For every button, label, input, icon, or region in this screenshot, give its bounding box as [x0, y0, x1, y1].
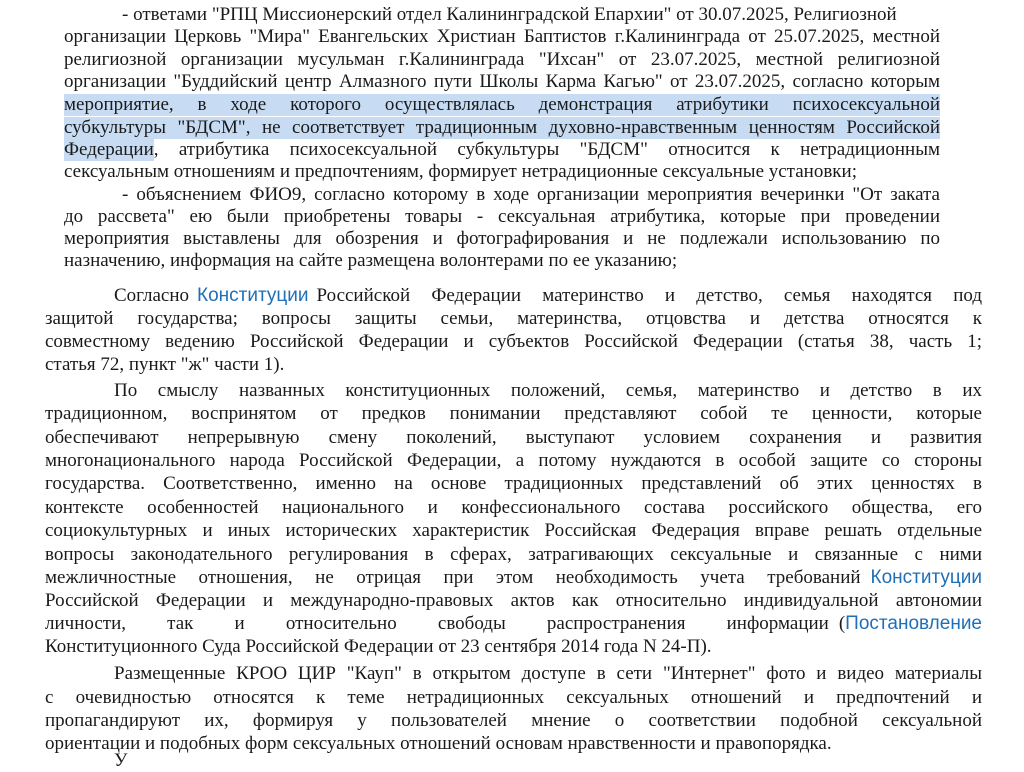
text-line: Согласно	[114, 285, 190, 306]
text-line: организации Церковь "Мира" Евангельских Христиан Баптистов г.Калининграда от 25.07.2025, местной	[64, 26, 940, 47]
text-line: Российской Федерации материнство и детство, семья находятся под	[316, 285, 982, 306]
text-line: Российской Федерации и международно-правовых актов как относительно индивидуальной автономии	[45, 590, 982, 611]
text-line: традиционном, воспринятом от предков понимании представляют собой те ценности, которые	[45, 403, 982, 424]
text-line	[64, 139, 940, 161]
text-line: защитой государства; вопросы защиты семьи, материнства, отцовства и детства относятся к	[45, 308, 982, 329]
text-line: совместному ведению Российской Федерации и субъектов Российской Федерации (статья 38, часть 1;	[45, 331, 982, 352]
constitution-link[interactable]: Конституции	[197, 285, 309, 306]
text-line: до рассвета" ею были приобретены товары - сексуальная атрибутика, которые при проведении	[64, 206, 940, 227]
text-line: Конституционного Суда Российской Федерации от 23 сентября 2014 года N 24-П).	[45, 636, 712, 657]
text-line: сексуальным отношениям и предпочтениям, формирует нетрадиционные сексуальные установки;	[64, 161, 857, 182]
text-line: религиозной организации мусульман г.Калининграда "Ихсан" от 23.07.2025, местной религиозной	[64, 49, 940, 70]
text-line: статья 72, пункт "ж" части 1).	[45, 354, 285, 375]
text-line: пропагандируют их, формируя у пользователей мнение о соответствии подобной сексуальной	[45, 710, 982, 731]
constitution-link[interactable]: Конституции	[870, 567, 982, 588]
text-line: личности, так и относительно свободы распространения информации	[45, 613, 829, 634]
text-line: - объяснением ФИО9, согласно которому в ходе организации мероприятия вечеринки "От заката	[122, 184, 940, 205]
text-line: с очевидностью относятся к теме нетрадиционных сексуальных отношений и предпочтений и	[45, 687, 982, 708]
text-line: многонационального народа Российской Федерации, а потому нуждаются в особой защите со стороны	[45, 450, 982, 471]
text-line: назначению, информация на сайте размещена волонтерами по ее указанию;	[64, 250, 678, 271]
resolution-link[interactable]: Постановление	[845, 613, 982, 634]
highlighted-line: субкультуры "БДСМ", не соответствует традиционным духовно-нравственным ценностям Российской	[64, 117, 940, 138]
cut-off-text	[0, 750, 1024, 771]
text-line	[45, 567, 982, 589]
text-line: социокультурных и иных исторических характеристик Российская Федерация вправе решать отдельные	[45, 520, 982, 541]
text-line: вопросы законодательного регулирования в сферах, затрагивающих сексуальные и связанные с ними	[45, 544, 982, 565]
text-line: организации "Буддийский центр Алмазного пути Школы Карма Кагью" от 23.07.2025, согласно которым	[64, 71, 940, 92]
text-line: контексте особенностей национального и конфессионального состава российского общества, его	[45, 497, 982, 518]
text-line	[0, 4, 940, 26]
text-line: Размещенные КРОО ЦИР "Кауп" в открытом доступе в сети "Интернет" фото и видео материалы	[114, 663, 982, 684]
text-line: У	[114, 750, 128, 771]
text-line: По смыслу названных конституционных положений, семья, материнство и детство в их	[114, 380, 982, 401]
text-line: мероприятия выставлены для обозрения и фотографирования и не подлежали использованию по	[64, 228, 940, 249]
text-line	[45, 613, 982, 635]
text-line: - ответами "РПЦ Миссионерский отдел Калининградской Епархии" от 30.07.2025, Религиозной	[122, 4, 897, 25]
text-line	[114, 285, 982, 307]
text-line: , атрибутика психосексуальной субкультуры "БДСМ" относится к нетрадиционным	[153, 139, 940, 160]
text-line: (	[838, 613, 846, 634]
highlighted-text: Федерации	[64, 139, 154, 160]
text-line: обеспечивают непрерывную смену поколений, выступают условием сохранения и развития	[45, 427, 982, 448]
text-line: межличностные отношения, не отрицая при этом необходимость учета требований	[45, 567, 861, 588]
text-line: ориентации и подобных форм сексуальных отношений основам нравственности и правопорядка.	[45, 733, 832, 754]
highlighted-line: мероприятие, в ходе которого осуществлялась демонстрация атрибутики психосексуальной	[64, 94, 940, 115]
text-line: государства. Соответственно, именно на основе традиционных представлений об этих ценностях в	[45, 473, 982, 494]
